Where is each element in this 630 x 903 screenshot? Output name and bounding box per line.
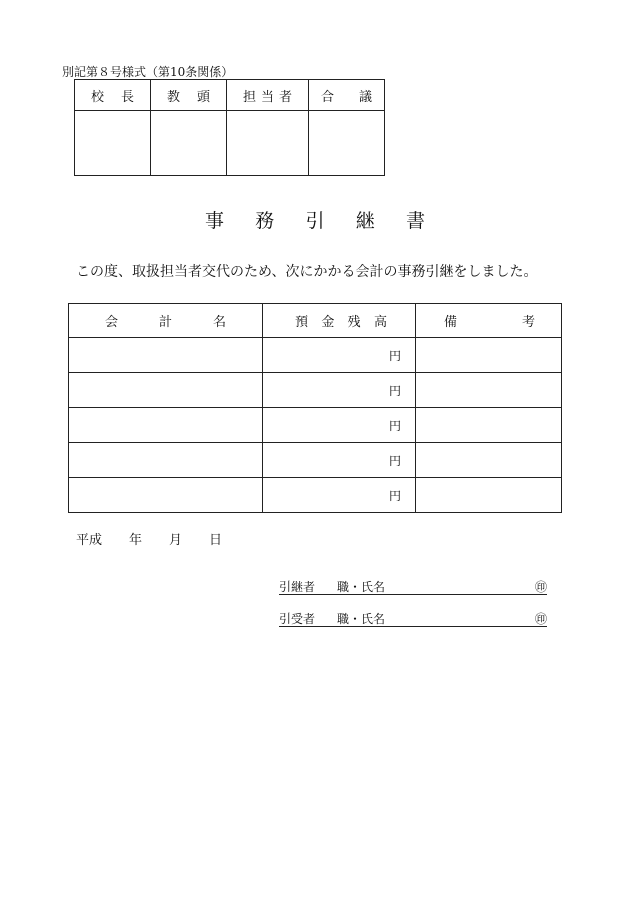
date-line: [76, 529, 222, 548]
yen-unit: 円: [388, 418, 401, 433]
handover-position-name-label: 職・氏名: [337, 580, 386, 594]
seal-icon: ㊞: [534, 612, 547, 626]
date-era: 平成: [76, 533, 103, 548]
remarks-cell[interactable]: [416, 373, 562, 408]
table-row: [69, 443, 562, 478]
stamp-box-person-in-charge[interactable]: [227, 111, 309, 176]
account-name-cell[interactable]: [69, 408, 263, 443]
stamp-header-person-in-charge: 担 当 者: [227, 80, 309, 111]
balance-cell[interactable]: [263, 478, 416, 513]
remarks-cell[interactable]: [416, 478, 562, 513]
header-deposit-balance: 預 金 残 高: [263, 304, 416, 338]
header-remarks: 備 考: [416, 304, 562, 338]
date-day-label: 日: [209, 533, 223, 548]
document-title: 事 務 引 継 書: [205, 210, 425, 232]
stamp-header-vice-principal: 教 頭: [151, 80, 227, 111]
yen-unit: 円: [388, 383, 401, 398]
remarks-cell[interactable]: [416, 443, 562, 478]
account-name-cell[interactable]: [69, 443, 263, 478]
intro-statement: この度、取扱担当者交代のため、次にかかる会計の事務引継をしました。: [76, 264, 538, 280]
account-table: [68, 303, 562, 513]
account-name-cell[interactable]: [69, 338, 263, 373]
table-row: [69, 408, 562, 443]
remarks-cell[interactable]: [416, 338, 562, 373]
approval-stamp-table: [74, 79, 385, 176]
receiver-role-label: 引受者: [279, 612, 316, 626]
seal-icon: ㊞: [534, 580, 547, 594]
date-year-label: 年: [129, 533, 143, 548]
stamp-box-vice-principal[interactable]: [151, 111, 227, 176]
stamp-box-principal[interactable]: [75, 111, 151, 176]
stamp-header-principal: 校 長: [75, 80, 151, 111]
signature-line-receiver[interactable]: [279, 610, 547, 627]
header-account-name: 会 計 名: [69, 304, 263, 338]
signature-line-handover[interactable]: [279, 578, 547, 595]
handover-role-label: 引継者: [279, 580, 316, 594]
remarks-cell[interactable]: [416, 408, 562, 443]
date-month-label: 月: [169, 533, 183, 548]
table-row: [69, 373, 562, 408]
yen-unit: 円: [388, 453, 401, 468]
yen-unit: 円: [388, 348, 401, 363]
balance-cell[interactable]: [263, 373, 416, 408]
balance-cell[interactable]: [263, 338, 416, 373]
stamp-header-consultation: 合 議: [309, 80, 385, 111]
balance-cell[interactable]: [263, 408, 416, 443]
receiver-position-name-label: 職・氏名: [337, 612, 386, 626]
form-number: 別記第８号様式（第10条関係）: [62, 65, 234, 79]
table-row: [69, 478, 562, 513]
yen-unit: 円: [388, 488, 401, 503]
account-name-cell[interactable]: [69, 478, 263, 513]
table-row: [69, 338, 562, 373]
account-name-cell[interactable]: [69, 373, 263, 408]
stamp-box-consultation[interactable]: [309, 111, 385, 176]
balance-cell[interactable]: [263, 443, 416, 478]
